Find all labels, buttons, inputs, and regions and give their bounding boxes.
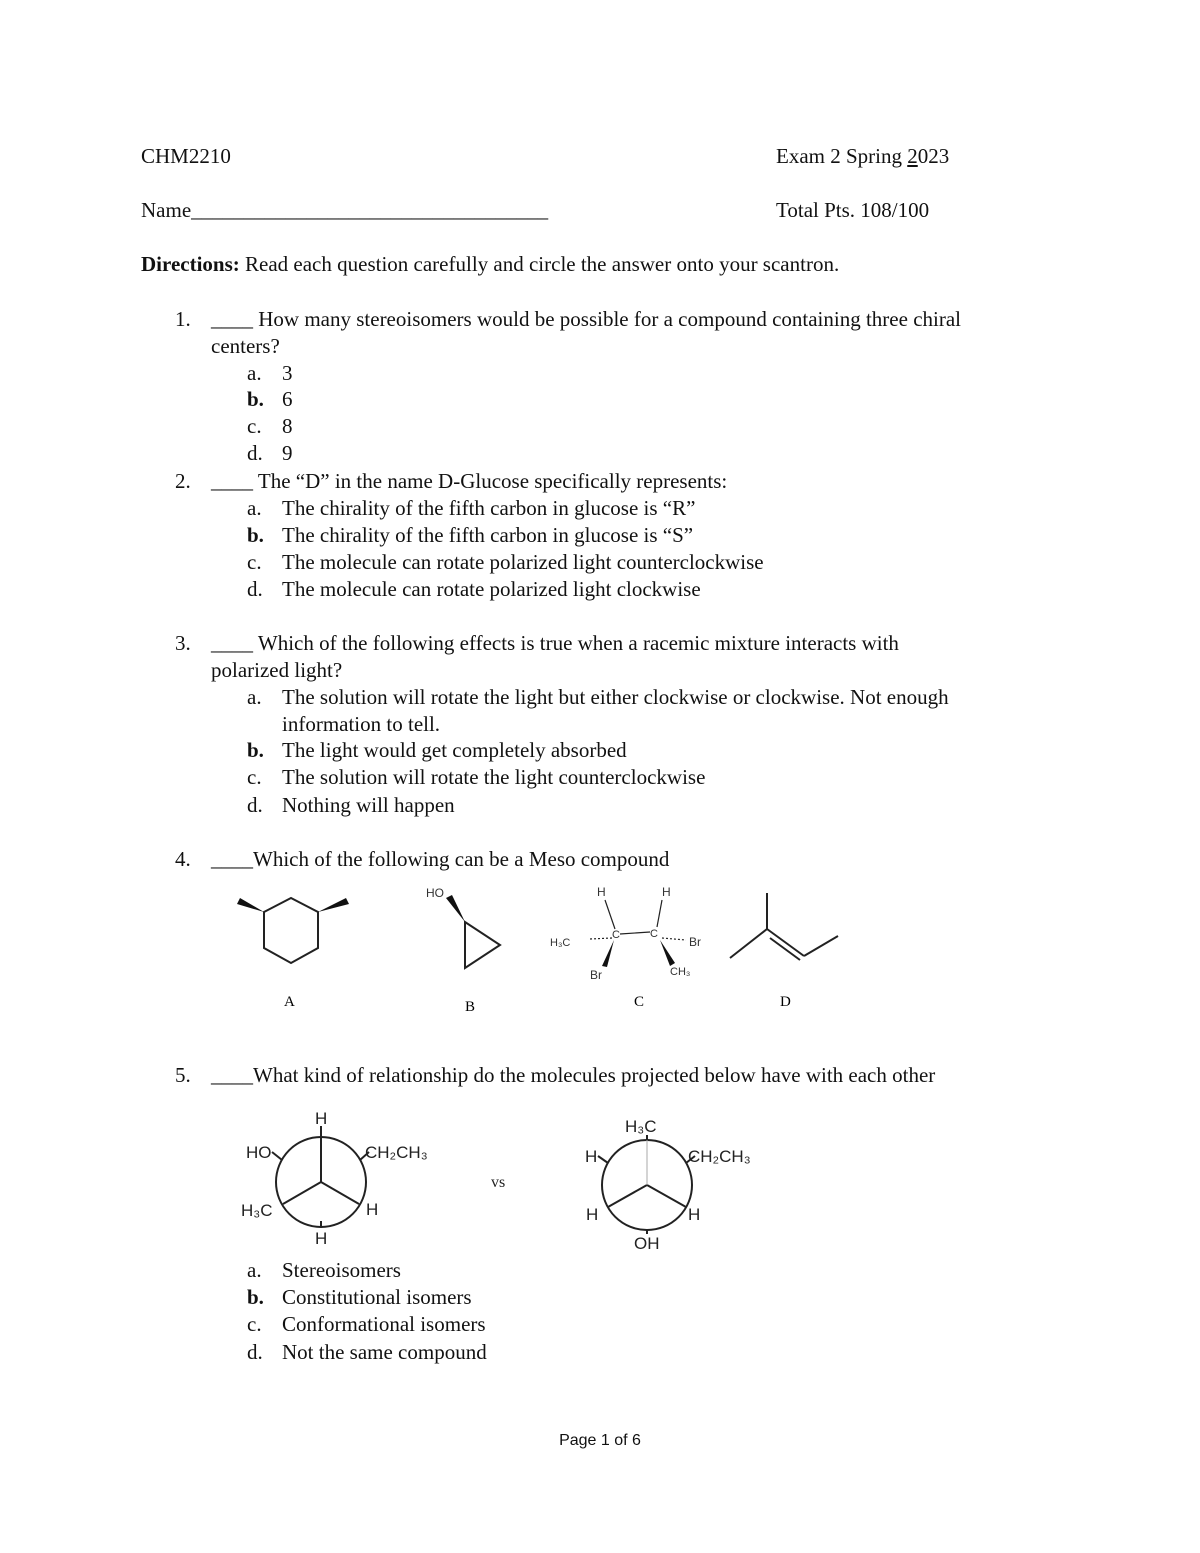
- q4-number: 4.: [175, 847, 191, 871]
- q1-text-line2: centers?: [211, 334, 280, 358]
- exam-year-rest: 023: [917, 144, 950, 168]
- structure-c-carbon2: C: [650, 928, 658, 940]
- page-footer: Page 1 of 6: [559, 1432, 641, 1449]
- c-c-bond: [620, 932, 650, 934]
- c1-wedge-br: [602, 940, 614, 967]
- q5-option-b-text: Constitutional isomers: [282, 1285, 472, 1309]
- directions-label: Directions:: [141, 252, 240, 276]
- c1-hash-bond: [590, 938, 612, 939]
- newman-right-back-bond-upleft: [598, 1156, 608, 1163]
- q5-option-b-letter: b.: [247, 1285, 264, 1309]
- q2-option-d-letter: d.: [247, 577, 263, 601]
- newman-right-h-left: H: [585, 1147, 598, 1166]
- q5-option-a-letter: a.: [247, 1258, 262, 1282]
- q2-number: 2.: [175, 469, 191, 493]
- q2-option-d-text: The molecule can rotate polarized light clockwise: [282, 577, 701, 601]
- structure-a: [264, 898, 318, 963]
- c2-wedge-ch3: [660, 940, 675, 966]
- q3-option-c-letter: c.: [247, 765, 262, 789]
- q3-text-line1: ____ Which of the following effects is true when a racemic mixture interacts with: [211, 631, 899, 655]
- newman-right-h-lowright: H: [688, 1205, 701, 1224]
- q3-option-b-letter: b.: [247, 738, 264, 762]
- newman-vs-label: vs: [491, 1174, 506, 1191]
- q5-option-c-text: Conformational isomers: [282, 1312, 486, 1336]
- q1-option-a-letter: a.: [247, 361, 262, 385]
- q2-option-b-letter: b.: [247, 523, 264, 547]
- q1-number: 1.: [175, 307, 191, 331]
- structure-b-ho-label: HO: [426, 886, 444, 900]
- q3-option-d-letter: d.: [247, 793, 263, 817]
- q3-option-b-text: The light would get completely absorbed: [282, 738, 627, 762]
- q3-option-a-text: The solution will rotate the light but either clockwise or clockwise. Not enough: [282, 685, 949, 709]
- directions-text: Read each question carefully and circle the answer onto your scantron.: [239, 252, 840, 276]
- newman-left: [272, 1126, 369, 1227]
- structure-c-label: C: [634, 994, 645, 1010]
- structure-c-h2: H: [662, 885, 671, 899]
- newman-left-h-top: H: [315, 1109, 328, 1128]
- c2-h-bond: [657, 900, 662, 927]
- wedge-bond-a-left: [237, 898, 264, 912]
- newman-left-front-bond-lowleft: [283, 1182, 321, 1204]
- q5-option-c-letter: c.: [247, 1312, 262, 1336]
- q3-text-line2: polarized light?: [211, 658, 343, 682]
- structure-c-h1: H: [597, 885, 606, 899]
- newman-left-front-bond-lowright: [321, 1182, 359, 1204]
- cyclopropane-ring: [465, 922, 500, 968]
- c2-hash-bond: [662, 938, 686, 940]
- q2-option-a-letter: a.: [247, 496, 262, 520]
- q1-option-b-letter: b.: [247, 387, 264, 411]
- structure-c-carbon1: C: [612, 929, 620, 941]
- q4-text-line1: ____Which of the following can be a Meso compound: [211, 847, 670, 871]
- q3-option-a-text-line2: information to tell.: [282, 712, 441, 736]
- q2-option-c-letter: c.: [247, 550, 262, 574]
- total-points: Total Pts. 108/100: [776, 198, 930, 222]
- q3-option-c-text: The solution will rotate the light counterclockwise: [282, 765, 706, 789]
- newman-left-ch2ch3: CH₂CH₃: [365, 1143, 428, 1162]
- q5-option-d-text: Not the same compound: [282, 1340, 487, 1364]
- q1-option-b-text: 6: [282, 387, 293, 411]
- cyclohexane-ring: [264, 898, 318, 963]
- newman-left-h3c: H₃C: [241, 1201, 273, 1220]
- q1-option-d-text: 9: [282, 441, 293, 465]
- exam-title-prefix: Exam 2 Spring: [776, 144, 908, 168]
- name-blank: __________________________________: [191, 198, 549, 222]
- newman-right-front-bond-lowleft: [608, 1185, 647, 1207]
- newman-right: [598, 1135, 695, 1234]
- newman-right-h3c: H₃C: [625, 1117, 657, 1136]
- wedge-bond-a-right: [318, 898, 349, 912]
- c1-h-bond: [605, 900, 615, 929]
- structure-d: [730, 893, 838, 960]
- q3-number: 3.: [175, 631, 191, 655]
- q1-text-line1: ____ How many stereoisomers would be possible for a compound containing three chiral: [211, 307, 961, 331]
- name-label: Name: [141, 198, 192, 222]
- q1-option-c-text: 8: [282, 414, 293, 438]
- structure-b: [465, 922, 500, 968]
- structure-c-br-right: Br: [689, 935, 701, 949]
- newman-right-front-bond-lowright: [647, 1185, 686, 1207]
- structure-c-br-bottom: Br: [590, 968, 602, 982]
- structure-c-ch3: CH₃: [670, 966, 691, 978]
- q1-option-a-text: 3: [282, 361, 293, 385]
- structure-c-h3c: H₃C: [550, 937, 571, 949]
- q2-text-line1: ____ The “D” in the name D-Glucose specifically represents:: [211, 469, 728, 493]
- structure-a-label: A: [284, 994, 295, 1010]
- q2-option-c-text: The molecule can rotate polarized light counterclockwise: [282, 550, 764, 574]
- structure-c: [590, 900, 686, 940]
- q5-number: 5.: [175, 1063, 191, 1087]
- q5-option-d-letter: d.: [247, 1340, 263, 1364]
- structure-d-label: D: [780, 994, 791, 1010]
- structure-b-label: B: [465, 999, 476, 1015]
- newman-right-ch2ch3: CH₂CH₃: [688, 1147, 751, 1166]
- newman-left-back-bond-upleft: [272, 1152, 282, 1160]
- q1-option-c-letter: c.: [247, 414, 262, 438]
- q2-option-b-text: The chirality of the fifth carbon in glucose is “S”: [282, 523, 694, 547]
- course-code: CHM2210: [141, 144, 231, 168]
- q3-option-a-letter: a.: [247, 685, 262, 709]
- wedge-bond-b: [446, 895, 465, 922]
- q2-option-a-text: The chirality of the fifth carbon in glucose is “R”: [282, 496, 696, 520]
- q5-text-line1: ____What kind of relationship do the molecules projected below have with each other: [211, 1063, 936, 1087]
- newman-right-oh: OH: [634, 1234, 660, 1253]
- newman-left-h-bottom: H: [315, 1229, 328, 1248]
- d-left-bond: [730, 929, 767, 958]
- newman-right-h-lowleft: H: [586, 1205, 599, 1224]
- d-right-bond: [804, 936, 838, 956]
- newman-left-ho: HO: [246, 1143, 272, 1162]
- exam-year-underlined: 2: [907, 144, 918, 168]
- q5-option-a-text: Stereoisomers: [282, 1258, 401, 1282]
- q3-option-d-text: Nothing will happen: [282, 793, 455, 817]
- newman-left-h-right: H: [366, 1200, 379, 1219]
- d-double-bond-outer: [767, 929, 804, 956]
- q1-option-d-letter: d.: [247, 441, 263, 465]
